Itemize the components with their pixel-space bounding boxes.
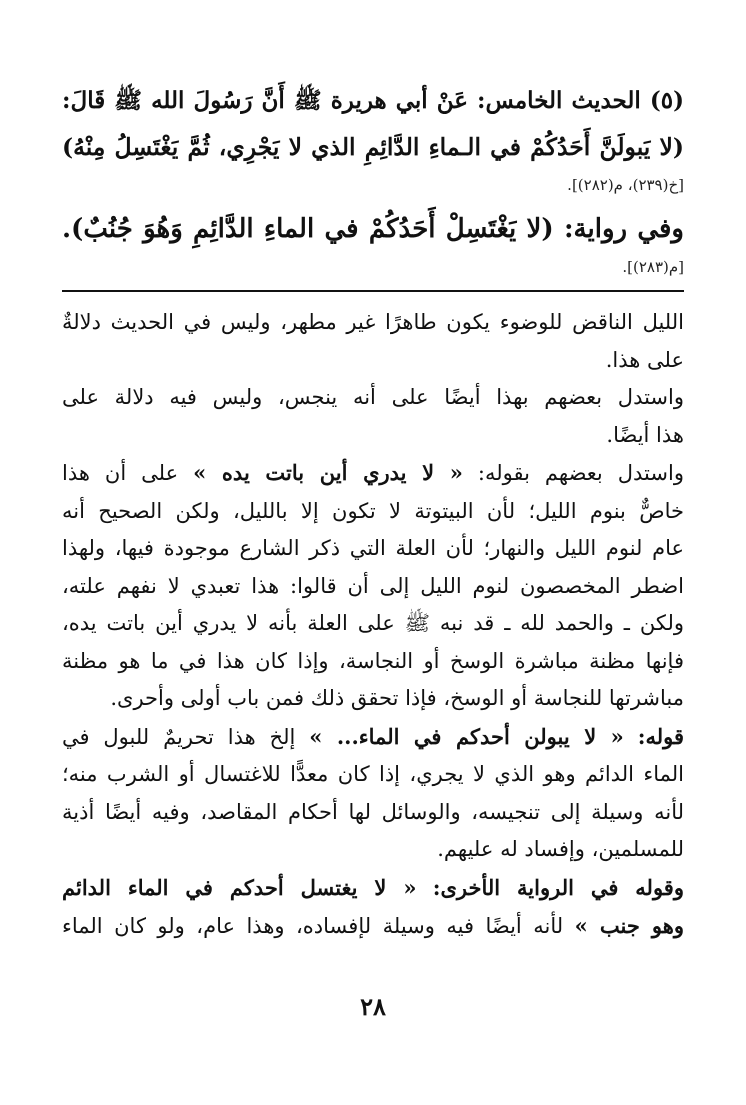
- commentary-text-span: واستدل بعضهم بقوله:: [477, 461, 684, 485]
- commentary-line: [62, 907, 684, 946]
- commentary-line: عام لنوم الليل والنهار؛ لأن العلة التي ذكر الشارع موجودة فيها، ولهذا: [62, 536, 684, 560]
- hadith-variant-reference: [م(٢٨٣)].: [622, 258, 684, 276]
- hadith-variant-line: وفي رواية: (لا يَغْتَسِلْ أَحَدُكُمْ في الماءِ الدَّائِمِ وَهُوَ جُنُبٌ).: [62, 214, 684, 244]
- hadith-text: [62, 78, 684, 288]
- commentary-lead: قوله:: [637, 723, 684, 749]
- commentary-text-span: لأنه أيضًا فيه وسيلة لإفساده، وهذا عام، ولو كان الماء: [62, 914, 564, 938]
- commentary-line: الليل الناقض للوضوء يكون طاهرًا غير مطهر، وليس في الحديث دلالةٌ: [62, 310, 684, 334]
- commentary-line: خاصٌّ بنوم الليل؛ لأن البيتوتة لا تكون إلا بالليل، ولكن الصحيح أنه: [62, 498, 684, 523]
- page-number: ٢٨: [360, 992, 386, 1021]
- commentary-line: واستدل بعضهم بهذا أيضًا على أنه ينجس، وليس فيه دلالة على: [62, 385, 684, 409]
- commentary-line: فإنها مظنة مباشرة الوسخ أو النجاسة، وإذا كان هذا في ما هو مظنة: [62, 648, 684, 673]
- hadith-reference: [خ(٢٣٩)، م(٢٨٢)].: [567, 176, 684, 194]
- commentary-line: مباشرتها للنجاسة أو الوسخ، فإذا تحقق ذلك فمن باب أولى وأحرى.: [110, 686, 684, 710]
- commentary-line: هذا أيضًا.: [606, 422, 684, 447]
- quoted-hadith: « لا يبولن أحدكم في الماء... »: [309, 723, 624, 749]
- quoted-hadith: « لا يدري أين باتت يده »: [193, 460, 463, 485]
- section-divider: [62, 290, 684, 292]
- commentary-lead: وقوله في الرواية الأخرى:: [432, 874, 684, 900]
- quoted-hadith: وهو جنب »: [574, 913, 684, 938]
- hadith-intro-line: (٥) الحديث الخامس: عَنْ أبي هريرة ﷺ أَنَّ رَسُولَ الله ﷺ قَالَ:: [62, 87, 684, 114]
- commentary-line: [62, 454, 684, 493]
- commentary-line: على هذا.: [605, 347, 684, 372]
- commentary-line: ولكن ـ والحمد لله ـ قد نبه ﷺ على العلة بأنه لا يدري أين باتت يده،: [62, 611, 684, 635]
- commentary-line: [62, 869, 684, 908]
- commentary-line: لأنه وسيلة إلى تنجيسه، والوسائل لها أحكام المقاصد، وفيه أيضًا أذية: [62, 799, 684, 824]
- hadith-matn-line: (لا يَبولَنَّ أَحَدُكُمْ في الـماءِ الدَّائِمِ الذي لا يَجْرِي، ثُمَّ يَغْتَسِلُ مِنْهُ): [62, 133, 684, 161]
- quoted-hadith: « لا يغتسل أحدكم في الماء الدائم: [62, 874, 417, 900]
- commentary-line: الماء الدائم وهو الذي لا يجري، إذا كان معدًّا للاغتسال أو الشرب منه؛: [62, 762, 684, 786]
- commentary-text: [62, 304, 684, 946]
- commentary-text-span: إلخ هذا تحريمٌ للبول في: [62, 724, 296, 749]
- commentary-line: اضطر المخصصون لنوم الليل إلى أن قالوا: هذا تعبدي لا نفهم علته،: [62, 573, 684, 598]
- commentary-text-span: على أن هذا: [62, 461, 179, 485]
- commentary-line: [62, 718, 684, 757]
- commentary-line: للمسلمين، وإفساد له عليهم.: [437, 837, 684, 861]
